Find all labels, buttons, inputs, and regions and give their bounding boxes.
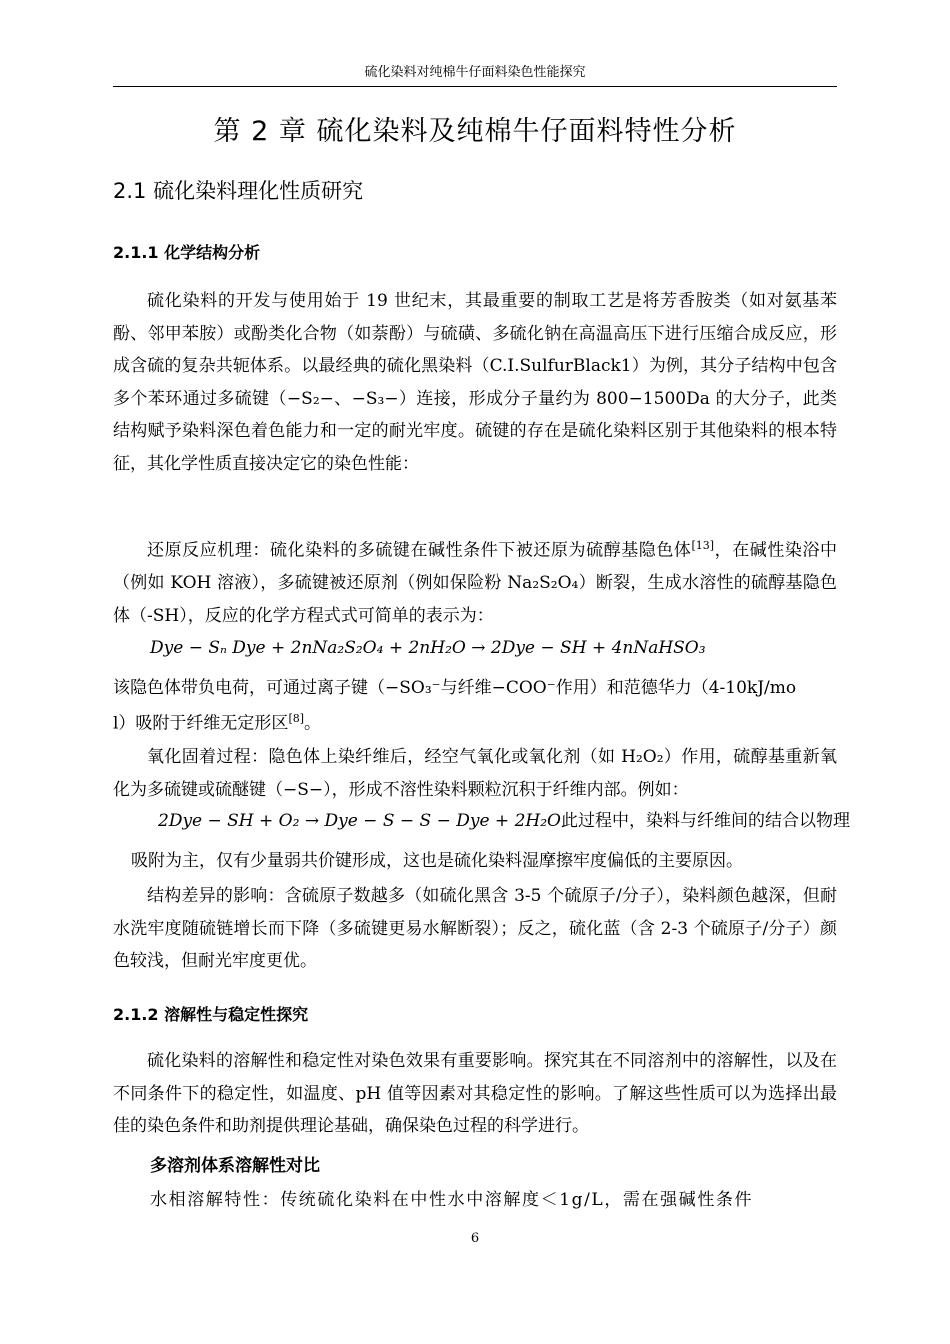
- solvent-comparison-heading: 多溶剂体系溶解性对比: [150, 1156, 320, 1176]
- oxidation-equation: 2Dye − SH + O₂ → Dye − S − S − Dye + 2H₂O: [158, 811, 561, 831]
- paragraph-structure-difference: 结构差异的影响：含硫原子数越多（如硫化黑含 3-5 个硫原子/分子），染料颜色越深，但耐水洗牢度随硫链增长而下降（多硫键更易水解断裂）；反之，硫化蓝（含 2-3 个硫原子/分子）颜色较浅，但耐光牢度更优。: [113, 886, 837, 972]
- oxidation-equation-tail: 此过程中，染料与纤维间的结合以物理: [560, 811, 850, 831]
- leuco-adsorption-line: [113, 704, 321, 739]
- subsection-title-1: 2.1.1 化学结构分析: [113, 243, 261, 262]
- citation-13: [13]: [691, 539, 715, 552]
- chapter-title: 第 2 章 硫化染料及纯棉牛仔面料特性分析: [213, 116, 737, 147]
- page-number: 6: [470, 1231, 480, 1246]
- header-divider: [113, 86, 837, 87]
- paragraph-chemical-structure: 硫化染料的开发与使用始于 19 世纪末，其最重要的制取工艺是将芳香胺类（如对氨基苯酚、邻甲苯胺）或酚类化合物（如萘酚）与硫磺、多硫化钠在高温高压下进行压缩合成反应，形成含硫的复杂共轭体系。以最经典的硫化黑染料（C.I.SulfurBlack1）为例，其分子结构中包含多个苯环通过多硫键（−S₂−、−S₃−）连接，形成分子量约为 800−1500Da 的大分子，此类结构赋予染料深色着色能力和一定的耐光牢度。硫键的存在是硫化染料区别于其他染料的根本特征，其化学性质直接决定它的染色性能：: [113, 291, 837, 474]
- section-title: 2.1 硫化染料理化性质研究: [113, 179, 364, 203]
- leuco-charge-line: 该隐色体带负电荷，可通过离子键（−SO₃⁻与纤维−COO⁻作用）和范德华力（4-10kJ/mo: [113, 678, 797, 698]
- aqueous-solubility-line: 水相溶解特性：传统硫化染料在中性水中溶解度＜1g/L，需在强碱性条件: [150, 1190, 754, 1210]
- paragraph-oxidation-fixation: 氧化固着过程：隐色体上染纤维后，经空气氧化或氧化剂（如 H₂O₂）作用，硫醇基重新氧化为多硫键或硫醚键（−S−），形成不溶性染料颗粒沉积于纤维内部。例如：: [113, 747, 837, 800]
- adsorption-end: 。: [304, 713, 322, 734]
- reduction-text-a: 还原反应机理：硫化染料的多硫键在碱性条件下被还原为硫醇基隐色体: [147, 540, 692, 561]
- adsorption-text: l）吸附于纤维无定形区: [113, 713, 289, 734]
- subsection-title-2: 2.1.2 溶解性与稳定性探究: [113, 1005, 309, 1024]
- paragraph-reduction-mechanism: [113, 530, 837, 632]
- oxidation-equation-line: [158, 806, 850, 836]
- paragraph-solubility-stability: 硫化染料的溶解性和稳定性对染色效果有重要影响。探究其在不同溶剂中的溶解性，以及在不同条件下的稳定性，如温度、pH 值等因素对其稳定性的影响。了解这些性质可以为选择出最佳的染色条件和助剂提供理论基础，确保染色过程的科学进行。: [113, 1051, 837, 1137]
- reduction-text-b: ，在碱性染浴中（例如 KOH 溶液），多硫键被还原剂（例如保险粉 Na₂S₂O₄）断裂，生成水溶性的硫醇基隐色体（-SH），反应的化学方程式式可简单的表示为：: [113, 540, 838, 626]
- reduction-equation: Dye − Sₙ Dye + 2nNa₂S₂O₄ + 2nH₂O → 2Dye − SH + 4nNaHSO₃: [150, 638, 706, 658]
- running-header: 硫化染料对纯棉牛仔面料染色性能探究: [364, 65, 586, 80]
- citation-8: [8]: [288, 712, 305, 725]
- physical-adsorption-line: 吸附为主，仅有少量弱共价键形成，这也是硫化染料湿摩擦牢度偏低的主要原因。: [131, 851, 743, 871]
